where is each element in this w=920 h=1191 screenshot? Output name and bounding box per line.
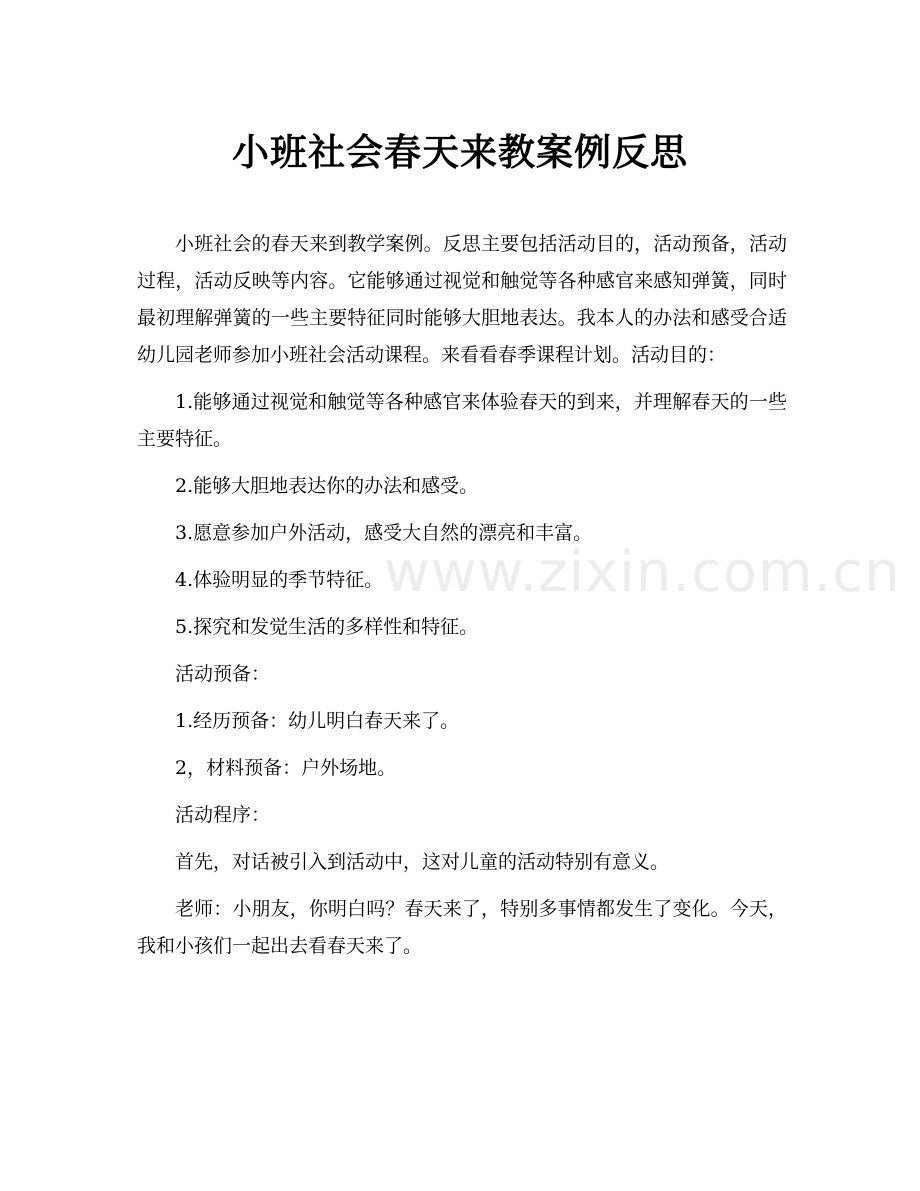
paragraph-procedure-intro: 首先，对话被引入到活动中，这对儿童的活动特别有意义。: [175, 851, 670, 873]
paragraph-teacher-dialogue: 老师：小朋友，你明白吗？春天来了，特别多事情都发生了变化。今天，我和小孩们一起出去看春天来了。: [137, 898, 787, 957]
paragraph-intro: 小班社会的春天来到教学案例。反思主要包括活动目的，活动预备，活动过程，活动反映等内容。它能够通过视觉和触觉等各种感官来感知弹簧，同时最初理解弹簧的一些主要特征同时能够大胆地表达。我本人的办法和感受合适幼儿园老师参加小班社会活动课程。来看看春季课程计划。活动目的：: [137, 233, 787, 366]
paragraph-preparation-2: 2，材料预备：户外场地。: [175, 757, 397, 779]
paragraph-procedure-heading: 活动程序：: [175, 804, 271, 826]
document-title: 小班社会春天来教案例反思: [232, 130, 688, 174]
watermark-text: www.zixin.com.cn: [384, 540, 901, 605]
paragraph-goal-5: 5.探究和发觉生活的多样性和特征。: [175, 616, 479, 638]
paragraph-goal-1: 1.能够通过视觉和触觉等各种感官来体验春天的到来，并理解春天的一些主要特征。: [137, 391, 787, 450]
paragraph-preparation-heading: 活动预备：: [175, 663, 271, 685]
paragraph-goal-3: 3.愿意参加户外活动，感受大自然的漂亮和丰富。: [175, 522, 593, 544]
paragraph-preparation-1: 1.经历预备：幼儿明白春天来了。: [175, 710, 460, 732]
paragraph-goal-4: 4.体验明显的季节特征。: [175, 569, 384, 591]
paragraph-goal-2: 2.能够大胆地表达你的办法和感受。: [175, 475, 479, 497]
document-body: [137, 226, 787, 975]
